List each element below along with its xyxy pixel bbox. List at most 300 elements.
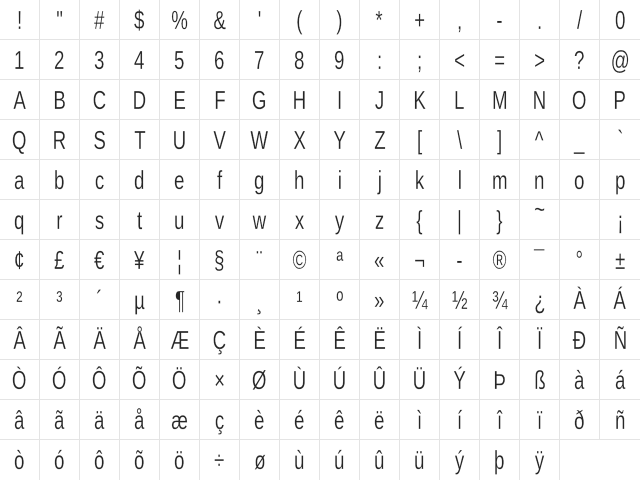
- glyph-character: +: [414, 4, 425, 35]
- glyph-character: ·: [216, 284, 223, 315]
- glyph-character: |: [457, 204, 462, 235]
- glyph-cell[interactable]: [600, 0, 640, 40]
- glyph-character: C: [92, 84, 107, 115]
- glyph-cell[interactable]: [120, 80, 160, 120]
- glyph-cell[interactable]: [560, 400, 600, 440]
- glyph-cell[interactable]: [480, 40, 520, 80]
- glyph-cell[interactable]: [280, 120, 320, 160]
- glyph-character: *: [375, 4, 384, 35]
- glyph-cell[interactable]: [520, 40, 560, 80]
- empty-glyph-cell: [560, 440, 600, 480]
- glyph-cell[interactable]: [440, 240, 480, 280]
- glyph-character: ¶: [174, 284, 185, 315]
- glyph-character: ã: [54, 404, 65, 435]
- glyph-cell[interactable]: [360, 400, 400, 440]
- glyph-cell[interactable]: [240, 360, 280, 400]
- glyph-cell[interactable]: [600, 160, 640, 200]
- glyph-character: Ì: [416, 324, 423, 355]
- glyph-cell[interactable]: [80, 80, 120, 120]
- glyph-character: !: [16, 4, 23, 35]
- glyph-cell[interactable]: [520, 360, 560, 400]
- glyph-cell[interactable]: [0, 160, 40, 200]
- glyph-cell[interactable]: [400, 80, 440, 120]
- glyph-character: Ë: [373, 324, 386, 355]
- glyph-cell[interactable]: [360, 240, 400, 280]
- glyph-cell[interactable]: [160, 200, 200, 240]
- glyph-cell[interactable]: [520, 0, 560, 40]
- glyph-cell[interactable]: [440, 0, 480, 40]
- glyph-cell[interactable]: [160, 240, 200, 280]
- glyph-character: f: [216, 164, 223, 195]
- glyph-cell[interactable]: [440, 320, 480, 360]
- glyph-cell[interactable]: [480, 400, 520, 440]
- glyph-character: ¸: [256, 284, 263, 315]
- glyph-character: ø: [253, 445, 266, 475]
- glyph-cell[interactable]: [40, 80, 80, 120]
- glyph-character: X: [293, 124, 306, 155]
- glyph-character: ^: [535, 124, 544, 155]
- glyph-cell[interactable]: [560, 360, 600, 400]
- glyph-cell[interactable]: [120, 440, 160, 480]
- glyph-cell[interactable]: [520, 320, 560, 360]
- glyph-cell[interactable]: [280, 240, 320, 280]
- glyph-cell[interactable]: [0, 40, 40, 80]
- glyph-cell[interactable]: [480, 320, 520, 360]
- glyph-character: 1: [14, 44, 25, 75]
- glyph-cell[interactable]: [0, 320, 40, 360]
- glyph-character: .: [536, 4, 543, 35]
- glyph-cell[interactable]: [80, 120, 120, 160]
- empty-glyph-cell: [600, 440, 640, 480]
- glyph-character: l: [457, 164, 462, 195]
- glyph-cell[interactable]: [520, 193, 560, 240]
- glyph-cell[interactable]: [240, 240, 280, 280]
- glyph-character: Ç: [212, 324, 227, 355]
- glyph-cell[interactable]: [400, 280, 440, 320]
- glyph-cell[interactable]: [600, 120, 640, 160]
- glyph-cell[interactable]: [160, 40, 200, 80]
- glyph-cell[interactable]: [520, 400, 560, 440]
- glyph-character: ª: [336, 244, 343, 275]
- glyph-cell[interactable]: [80, 280, 120, 320]
- glyph-cell[interactable]: [480, 280, 520, 320]
- glyph-cell[interactable]: [40, 400, 80, 440]
- glyph-character: ò: [14, 445, 25, 475]
- glyph-character: ²: [16, 284, 23, 315]
- glyph-character: Ñ: [613, 324, 627, 355]
- glyph-character: ï: [536, 404, 543, 435]
- glyph-cell[interactable]: [80, 400, 120, 440]
- glyph-cell[interactable]: [160, 160, 200, 200]
- glyph-cell[interactable]: [600, 400, 640, 440]
- glyph-cell[interactable]: [0, 400, 40, 440]
- glyph-character: è: [254, 404, 265, 435]
- glyph-character: ÿ: [534, 445, 545, 475]
- glyph-cell[interactable]: [160, 400, 200, 440]
- glyph-character: €: [94, 244, 105, 275]
- glyph-character: %: [171, 4, 188, 35]
- glyph-character: ¦: [177, 244, 182, 275]
- glyph-cell[interactable]: [360, 280, 400, 320]
- glyph-cell[interactable]: [200, 400, 240, 440]
- glyph-cell[interactable]: [80, 440, 120, 480]
- glyph-character: R: [52, 124, 67, 155]
- glyph-cell[interactable]: [200, 80, 240, 120]
- glyph-cell[interactable]: [80, 200, 120, 240]
- glyph-cell[interactable]: [480, 200, 520, 240]
- glyph-character: Ø: [252, 364, 267, 395]
- glyph-cell[interactable]: [240, 80, 280, 120]
- glyph-cell[interactable]: [400, 200, 440, 240]
- glyph-cell[interactable]: [40, 160, 80, 200]
- glyph-cell[interactable]: [320, 40, 360, 80]
- glyph-cell[interactable]: [200, 120, 240, 160]
- glyph-cell[interactable]: [200, 40, 240, 80]
- glyph-cell[interactable]: [480, 160, 520, 200]
- glyph-cell[interactable]: [240, 440, 280, 480]
- glyph-character: Í: [456, 324, 463, 355]
- glyph-cell[interactable]: [440, 120, 480, 160]
- glyph-cell[interactable]: [400, 40, 440, 80]
- glyph-character: {: [416, 204, 423, 235]
- glyph-cell[interactable]: [160, 360, 200, 400]
- glyph-character: h: [294, 164, 305, 195]
- glyph-cell[interactable]: [0, 0, 40, 40]
- glyph-cell[interactable]: [280, 200, 320, 240]
- glyph-cell[interactable]: [360, 160, 400, 200]
- glyph-character: v: [214, 204, 225, 235]
- glyph-cell[interactable]: [200, 320, 240, 360]
- glyph-cell[interactable]: [200, 0, 240, 40]
- glyph-cell[interactable]: [560, 320, 600, 360]
- glyph-character: H: [292, 84, 307, 115]
- glyph-character: n: [534, 164, 545, 195]
- glyph-character: ü: [414, 445, 425, 475]
- glyph-cell[interactable]: [160, 0, 200, 40]
- glyph-character: 7: [254, 44, 265, 75]
- glyph-character: 9: [334, 44, 345, 75]
- glyph-cell[interactable]: [360, 360, 400, 400]
- glyph-cell[interactable]: [400, 160, 440, 200]
- glyph-character: I: [336, 84, 343, 115]
- glyph-character: :: [376, 44, 383, 75]
- glyph-character: ¡: [616, 204, 624, 235]
- glyph-cell[interactable]: [80, 240, 120, 280]
- glyph-character: ì: [416, 404, 423, 435]
- glyph-cell[interactable]: [280, 160, 320, 200]
- glyph-cell[interactable]: [280, 440, 320, 480]
- glyph-cell[interactable]: [600, 80, 640, 120]
- glyph-character: P: [613, 84, 627, 115]
- glyph-cell[interactable]: [200, 160, 240, 200]
- glyph-cell[interactable]: [0, 120, 40, 160]
- glyph-cell[interactable]: [320, 360, 360, 400]
- glyph-cell[interactable]: [120, 200, 160, 240]
- glyph-cell[interactable]: [520, 240, 560, 280]
- glyph-cell[interactable]: [320, 280, 360, 320]
- glyph-cell[interactable]: [400, 400, 440, 440]
- glyph-cell[interactable]: [280, 280, 320, 320]
- glyph-cell[interactable]: [240, 160, 280, 200]
- glyph-cell[interactable]: [200, 200, 240, 240]
- glyph-cell[interactable]: [160, 320, 200, 360]
- glyph-cell[interactable]: [440, 200, 480, 240]
- glyph-cell[interactable]: [440, 40, 480, 80]
- glyph-character: K: [413, 84, 426, 115]
- glyph-character: á: [614, 364, 626, 395]
- glyph-cell[interactable]: [120, 120, 160, 160]
- glyph-character: V: [213, 124, 226, 155]
- glyph-cell[interactable]: [520, 80, 560, 120]
- glyph-character: Õ: [132, 364, 147, 395]
- glyph-character: ¾: [491, 284, 508, 315]
- glyph-cell[interactable]: [40, 240, 80, 280]
- glyph-cell[interactable]: [480, 80, 520, 120]
- glyph-character: ;: [416, 44, 423, 75]
- glyph-cell[interactable]: [600, 320, 640, 360]
- glyph-character: Ö: [172, 364, 187, 395]
- glyph-character: 4: [134, 44, 145, 75]
- glyph-character: Ã: [53, 324, 66, 355]
- glyph-character: s: [94, 204, 105, 235]
- glyph-cell[interactable]: [80, 360, 120, 400]
- glyph-cell[interactable]: [320, 240, 360, 280]
- glyph-cell[interactable]: [120, 280, 160, 320]
- glyph-cell[interactable]: [120, 320, 160, 360]
- glyph-cell[interactable]: [320, 200, 360, 240]
- glyph-cell[interactable]: [120, 240, 160, 280]
- glyph-cell[interactable]: [600, 280, 640, 320]
- glyph-cell[interactable]: [480, 240, 520, 280]
- glyph-cell[interactable]: [280, 0, 320, 40]
- glyph-character: ß: [533, 364, 546, 395]
- glyph-cell[interactable]: [560, 280, 600, 320]
- glyph-character: _: [574, 124, 585, 155]
- glyph-cell[interactable]: [360, 0, 400, 40]
- glyph-character: ¯: [534, 244, 545, 275]
- glyph-character: `: [616, 124, 624, 155]
- glyph-character: »: [374, 284, 385, 315]
- glyph-cell[interactable]: [0, 240, 40, 280]
- glyph-cell[interactable]: [360, 80, 400, 120]
- glyph-cell[interactable]: [400, 440, 440, 480]
- glyph-cell[interactable]: [0, 440, 40, 480]
- glyph-cell[interactable]: [240, 320, 280, 360]
- glyph-cell[interactable]: [360, 320, 400, 360]
- glyph-character: º: [336, 284, 343, 315]
- glyph-character: k: [414, 164, 425, 195]
- glyph-character: å: [134, 404, 145, 435]
- glyph-character: ê: [334, 404, 345, 435]
- glyph-character: ,: [456, 4, 463, 35]
- glyph-cell[interactable]: [360, 120, 400, 160]
- glyph-cell[interactable]: [160, 120, 200, 160]
- glyph-character: ¼: [411, 284, 428, 315]
- glyph-character: t: [136, 204, 143, 235]
- glyph-cell[interactable]: [200, 360, 240, 400]
- glyph-cell[interactable]: [400, 320, 440, 360]
- glyph-cell[interactable]: [80, 40, 120, 80]
- glyph-character: 6: [214, 44, 225, 75]
- glyph-cell[interactable]: [440, 360, 480, 400]
- glyph-character: ¬: [414, 244, 425, 275]
- glyph-character: ³: [56, 284, 63, 315]
- glyph-cell[interactable]: [120, 400, 160, 440]
- glyph-cell[interactable]: [600, 40, 640, 80]
- glyph-character: ó: [54, 445, 65, 475]
- glyph-cell[interactable]: [240, 0, 280, 40]
- glyph-character: u: [174, 204, 185, 235]
- glyph-cell[interactable]: [120, 160, 160, 200]
- glyph-character: N: [532, 84, 547, 115]
- glyph-cell[interactable]: [160, 440, 200, 480]
- glyph-cell[interactable]: [560, 240, 600, 280]
- glyph-cell[interactable]: [40, 440, 80, 480]
- glyph-cell[interactable]: [560, 0, 600, 40]
- glyph-cell[interactable]: [80, 0, 120, 40]
- glyph-cell[interactable]: [520, 120, 560, 160]
- glyph-cell[interactable]: [360, 40, 400, 80]
- glyph-cell[interactable]: [480, 440, 520, 480]
- glyph-cell[interactable]: [560, 120, 600, 160]
- glyph-cell[interactable]: [240, 280, 280, 320]
- glyph-cell[interactable]: [40, 40, 80, 80]
- glyph-cell[interactable]: [320, 160, 360, 200]
- glyph-character: z: [374, 204, 385, 235]
- glyph-cell[interactable]: [480, 0, 520, 40]
- glyph-character: c: [94, 164, 105, 195]
- glyph-cell[interactable]: [520, 440, 560, 480]
- glyph-cell[interactable]: [120, 40, 160, 80]
- glyph-cell[interactable]: [200, 240, 240, 280]
- glyph-cell[interactable]: [240, 120, 280, 160]
- glyph-character: Ò: [12, 364, 27, 395]
- glyph-cell[interactable]: [40, 120, 80, 160]
- glyph-character: S: [93, 124, 106, 155]
- glyph-cell[interactable]: [280, 80, 320, 120]
- glyph-character: ´: [96, 284, 103, 315]
- glyph-character: ?: [574, 44, 585, 75]
- glyph-cell[interactable]: [440, 400, 480, 440]
- glyph-character: -: [456, 244, 463, 275]
- glyph-character: Ü: [412, 364, 427, 395]
- glyph-cell[interactable]: [600, 360, 640, 400]
- glyph-cell[interactable]: [360, 440, 400, 480]
- glyph-character: à: [574, 364, 585, 395]
- glyph-character: õ: [134, 445, 145, 475]
- glyph-cell[interactable]: [560, 160, 600, 200]
- glyph-cell[interactable]: [40, 200, 80, 240]
- glyph-character: O: [572, 84, 587, 115]
- glyph-cell[interactable]: [400, 360, 440, 400]
- glyph-character: ¢: [14, 244, 25, 275]
- glyph-cell[interactable]: [320, 440, 360, 480]
- glyph-character: Ù: [292, 364, 307, 395]
- glyph-cell[interactable]: [0, 200, 40, 240]
- glyph-cell[interactable]: [400, 240, 440, 280]
- glyph-character: b: [54, 164, 65, 195]
- glyph-character: Æ: [170, 324, 189, 355]
- glyph-cell[interactable]: [560, 40, 600, 80]
- glyph-cell[interactable]: [0, 360, 40, 400]
- glyph-cell[interactable]: [160, 80, 200, 120]
- glyph-cell[interactable]: [440, 160, 480, 200]
- glyph-cell[interactable]: [80, 160, 120, 200]
- glyph-cell[interactable]: [480, 360, 520, 400]
- glyph-character: G: [252, 84, 267, 115]
- glyph-character: Ý: [453, 364, 466, 395]
- glyph-cell[interactable]: [40, 280, 80, 320]
- glyph-cell[interactable]: [520, 280, 560, 320]
- glyph-cell[interactable]: [200, 280, 240, 320]
- glyph-cell[interactable]: [440, 440, 480, 480]
- glyph-cell[interactable]: [40, 0, 80, 40]
- glyph-cell[interactable]: [0, 80, 40, 120]
- glyph-cell[interactable]: [320, 320, 360, 360]
- glyph-character: Ð: [572, 324, 587, 355]
- glyph-cell[interactable]: [280, 320, 320, 360]
- glyph-cell[interactable]: [80, 320, 120, 360]
- glyph-character: £: [54, 244, 65, 275]
- glyph-character: Ó: [52, 364, 67, 395]
- empty-glyph-cell: [560, 200, 600, 240]
- glyph-cell[interactable]: [240, 200, 280, 240]
- glyph-cell[interactable]: [600, 240, 640, 280]
- glyph-character: ©: [292, 244, 307, 275]
- glyph-character: Á: [613, 284, 627, 315]
- glyph-cell[interactable]: [0, 280, 40, 320]
- glyph-cell[interactable]: [360, 200, 400, 240]
- glyph-character: [: [416, 124, 423, 155]
- glyph-character: Â: [13, 324, 26, 355]
- glyph-character: U: [172, 124, 187, 155]
- glyph-cell[interactable]: [320, 0, 360, 40]
- glyph-cell[interactable]: [240, 40, 280, 80]
- glyph-cell[interactable]: [160, 280, 200, 320]
- glyph-character: ±: [614, 244, 626, 275]
- glyph-cell[interactable]: [400, 120, 440, 160]
- glyph-character: (: [296, 4, 303, 35]
- glyph-cell[interactable]: [560, 80, 600, 120]
- glyph-cell[interactable]: [320, 80, 360, 120]
- glyph-character: ý: [454, 445, 465, 475]
- glyph-character: é: [294, 404, 305, 435]
- glyph-cell[interactable]: [200, 440, 240, 480]
- glyph-character: L: [454, 84, 465, 115]
- glyph-cell[interactable]: [440, 80, 480, 120]
- glyph-character: q: [14, 204, 25, 235]
- glyph-cell[interactable]: [280, 40, 320, 80]
- glyph-cell[interactable]: [240, 400, 280, 440]
- glyph-cell[interactable]: [480, 120, 520, 160]
- glyph-cell[interactable]: [120, 360, 160, 400]
- glyph-cell[interactable]: [600, 200, 640, 240]
- glyph-cell[interactable]: [320, 400, 360, 440]
- glyph-cell[interactable]: [120, 0, 160, 40]
- glyph-cell[interactable]: [400, 0, 440, 40]
- glyph-cell[interactable]: [320, 120, 360, 160]
- glyph-character: $: [134, 4, 145, 35]
- glyph-character: ð: [574, 404, 585, 435]
- glyph-cell[interactable]: [440, 280, 480, 320]
- glyph-cell[interactable]: [40, 320, 80, 360]
- glyph-character: A: [13, 84, 26, 115]
- glyph-cell[interactable]: [280, 400, 320, 440]
- glyph-cell[interactable]: [280, 360, 320, 400]
- glyph-character: D: [132, 84, 147, 115]
- glyph-cell[interactable]: [40, 360, 80, 400]
- glyph-character: e: [174, 164, 185, 195]
